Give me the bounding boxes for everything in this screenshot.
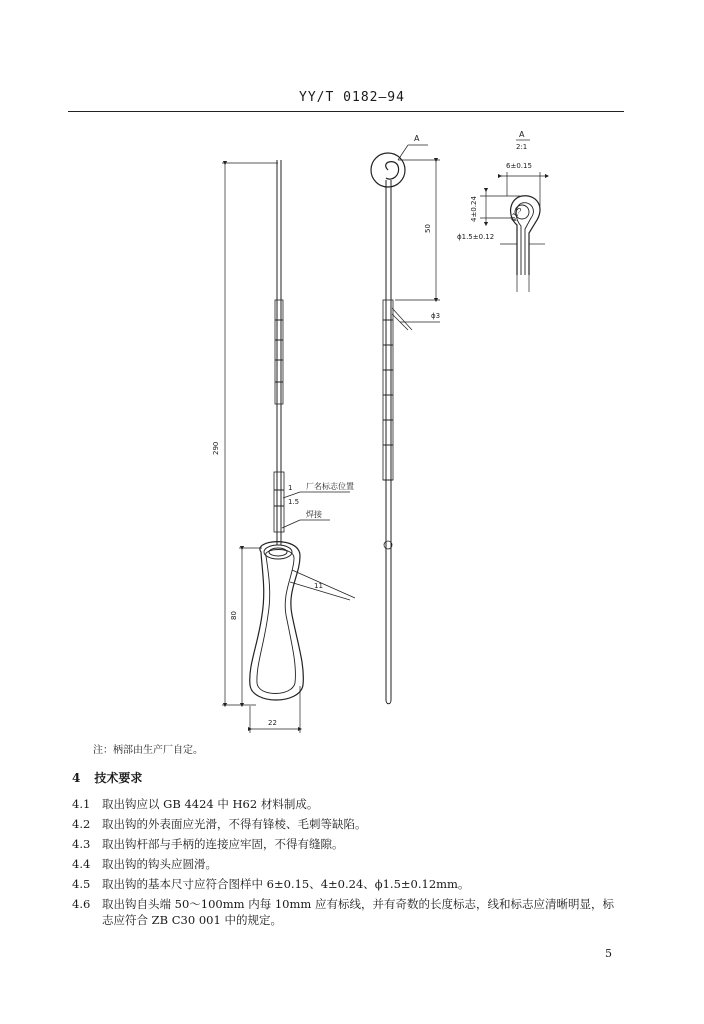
requirement-item: [72, 856, 632, 872]
side-view: [371, 153, 405, 704]
dim-total-length: 290: [212, 441, 220, 455]
requirement-text: 取出钩杆部与手柄的连接应牢固，不得有缝隙。: [102, 837, 344, 851]
figure-note: 注：柄部由生产厂自定。: [93, 745, 203, 756]
requirement-number: 4.6: [72, 897, 91, 911]
dim-detail-width: 6±0.15: [506, 162, 532, 170]
requirement-continuation: 志应符合 ZB C30 001 中的规定。: [102, 913, 282, 927]
page-number: 5: [605, 947, 612, 960]
requirement-text: 取出钩自头端 50～100mm 内每 10mm 应有标线，并有奇数的长度标志，线和标志应清晰明显，标: [102, 897, 614, 911]
requirement-text: 取出钩的钩头应圆滑。: [102, 857, 217, 871]
requirement-number: 4.3: [72, 837, 91, 851]
section-number: 4: [72, 771, 81, 785]
front-view: [250, 160, 355, 700]
requirement-item: [72, 816, 632, 832]
dim-rod-dia: ϕ3: [431, 312, 441, 320]
view-label-a: A: [414, 134, 420, 143]
dim-hook-length: 50: [424, 224, 432, 233]
requirement-text: 取出钩的外表面应光滑，不得有锋棱、毛刺等缺陷。: [102, 817, 367, 831]
requirement-item: [72, 876, 632, 892]
detail-label-a: A: [519, 130, 525, 139]
requirement-number: 4.1: [72, 797, 91, 811]
dim-detail-dia: ϕ1.5±0.12: [457, 233, 495, 241]
dim-handle-length: 80: [230, 611, 238, 620]
maker-mark-label: 厂名标志位置: [306, 482, 354, 491]
requirement-text: 取出钩应以 GB 4424 中 H62 材料制成。: [102, 797, 319, 811]
dim-detail-inner: ϕ1.5: [508, 205, 524, 223]
section-heading: [72, 769, 156, 786]
requirement-number: 4.2: [72, 817, 91, 831]
dim-mark-b: 1.5: [288, 498, 300, 506]
standard-code-header: YY/T 0182—94: [299, 90, 405, 105]
requirement-number: 4.5: [72, 877, 91, 891]
weld-label: 焊接: [306, 510, 322, 519]
requirement-item: [72, 896, 632, 928]
requirement-item: [72, 796, 632, 812]
dim-neck-width: 11: [314, 582, 323, 590]
requirement-item: [72, 836, 632, 852]
dim-mark-a: 1: [288, 484, 293, 492]
dim-detail-height: 4±0.24: [470, 196, 478, 222]
detail-scale: 2:1: [516, 143, 528, 151]
requirement-number: 4.4: [72, 857, 91, 871]
dim-handle-width: 22: [268, 719, 277, 727]
section-title: 技术要求: [94, 771, 143, 785]
requirement-text: 取出钩的基本尺寸应符合图样中 6±0.15、4±0.24、ϕ1.5±0.12mm。: [102, 877, 470, 891]
